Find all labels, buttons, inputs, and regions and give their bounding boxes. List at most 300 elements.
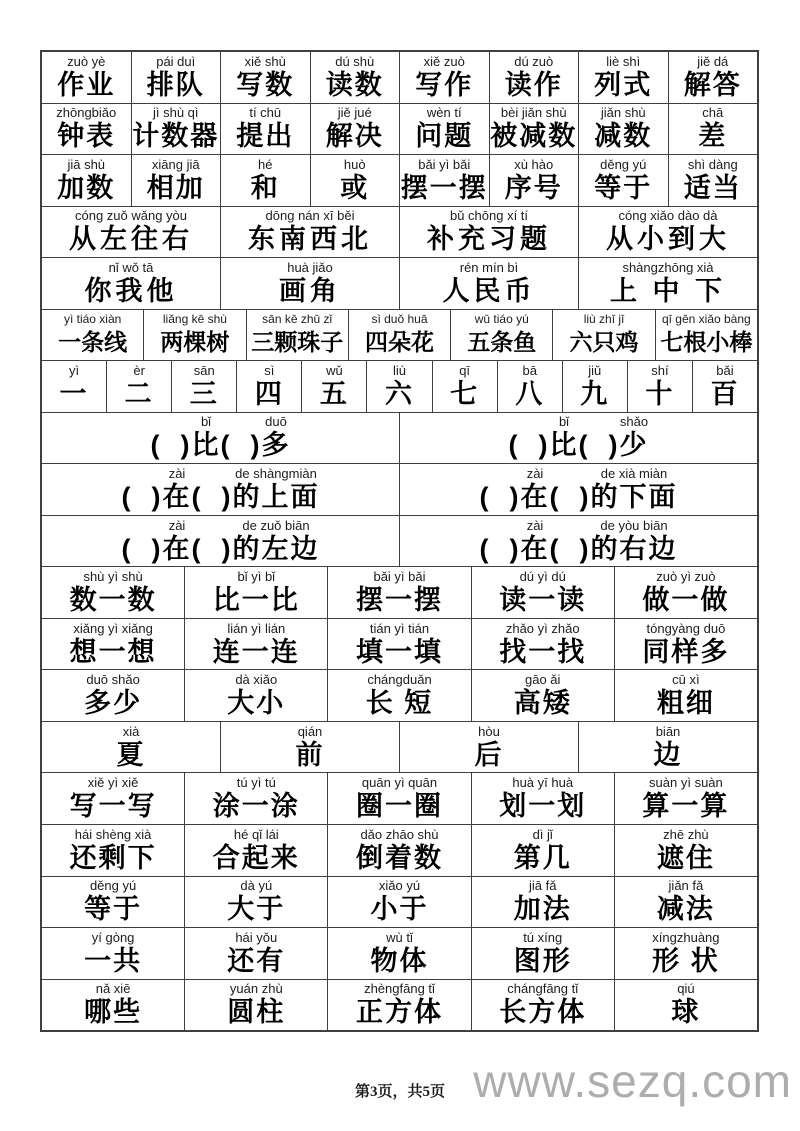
word-cell bbox=[42, 877, 184, 928]
word-cell bbox=[489, 104, 579, 155]
table-row bbox=[42, 154, 757, 206]
word-cell bbox=[42, 825, 184, 876]
word-part bbox=[514, 878, 572, 925]
word-part bbox=[550, 414, 579, 461]
hanzi-text: 读一读 bbox=[499, 585, 587, 616]
hanzi-text: 排队 bbox=[146, 69, 205, 100]
word-cell bbox=[42, 258, 220, 309]
word-part bbox=[163, 518, 192, 565]
word-part bbox=[326, 54, 384, 101]
hanzi-text: 适当 bbox=[683, 172, 742, 203]
hanzi-text: 百 bbox=[710, 378, 740, 409]
word-cell bbox=[42, 207, 220, 258]
hanzi-text: 图形 bbox=[513, 945, 572, 976]
word-part bbox=[192, 466, 233, 513]
word-cell bbox=[327, 980, 470, 1031]
pinyin-text: yì bbox=[68, 362, 80, 378]
word-part bbox=[610, 260, 726, 307]
word-part bbox=[213, 827, 300, 874]
word-part bbox=[499, 775, 586, 822]
hanzi-text: 上 中 下 bbox=[609, 275, 726, 306]
pinyin-text: wǔ tiáo yú bbox=[474, 312, 529, 327]
hanzi-text: 的右边 bbox=[590, 533, 678, 564]
word-part bbox=[84, 930, 142, 977]
hanzi-text: ( ) bbox=[121, 533, 163, 564]
word-part bbox=[443, 260, 536, 307]
word-part bbox=[160, 311, 229, 358]
pinyin-text: shí bbox=[651, 362, 669, 378]
pinyin-text: tí chū bbox=[249, 105, 282, 121]
hanzi-text: 摆一摆 bbox=[400, 172, 488, 203]
hanzi-text: 相加 bbox=[146, 172, 205, 203]
pinyin-text: èr bbox=[133, 362, 145, 378]
word-cell bbox=[471, 877, 614, 928]
word-cell bbox=[471, 567, 614, 618]
word-part bbox=[480, 518, 521, 565]
word-cell bbox=[42, 413, 399, 464]
hanzi-text: 在 bbox=[520, 482, 550, 513]
hanzi-text: 作业 bbox=[57, 69, 116, 100]
word-cell bbox=[614, 670, 757, 721]
pinyin-text: liǎng kē shù bbox=[162, 312, 227, 327]
word-part bbox=[371, 878, 429, 925]
word-part bbox=[645, 363, 674, 410]
word-cell bbox=[471, 825, 614, 876]
hanzi-text: 比 bbox=[191, 430, 221, 461]
word-cell bbox=[692, 361, 757, 412]
word-cell bbox=[655, 310, 757, 361]
hanzi-text: 摆一摆 bbox=[356, 585, 443, 616]
word-part bbox=[415, 54, 473, 101]
pinyin-text: lián yì lián bbox=[227, 620, 286, 636]
hanzi-text: 读数 bbox=[325, 69, 384, 100]
pinyin-text: dú shù bbox=[335, 53, 375, 69]
hanzi-text: 和 bbox=[250, 172, 280, 203]
pinyin-text: zhōngbiǎo bbox=[56, 105, 117, 121]
hanzi-text: 读作 bbox=[504, 69, 563, 100]
word-cell bbox=[578, 207, 757, 258]
hanzi-text: 列式 bbox=[594, 69, 653, 100]
word-cell bbox=[184, 619, 327, 670]
pinyin-text: jiā shù bbox=[67, 156, 106, 172]
hanzi-text: 划一划 bbox=[499, 791, 587, 822]
word-cell bbox=[614, 773, 757, 824]
word-cell bbox=[42, 516, 399, 567]
table-row bbox=[42, 257, 757, 309]
hanzi-text: 人民币 bbox=[442, 275, 536, 306]
word-cell bbox=[497, 361, 562, 412]
table-row bbox=[42, 103, 757, 155]
word-part bbox=[415, 105, 473, 152]
word-cell bbox=[42, 928, 184, 979]
word-cell bbox=[131, 104, 221, 155]
pinyin-text: jiǎn shù bbox=[600, 105, 646, 121]
word-cell bbox=[399, 207, 578, 258]
table-row bbox=[42, 206, 757, 258]
hanzi-text: ( ) bbox=[121, 482, 163, 513]
pinyin-text: jì shù qì bbox=[152, 105, 199, 121]
word-cell bbox=[471, 773, 614, 824]
word-cell bbox=[131, 52, 221, 103]
hanzi-text: 十 bbox=[645, 378, 675, 409]
pinyin-text: dà xiǎo bbox=[235, 672, 278, 688]
pinyin-text: qiú bbox=[677, 981, 695, 997]
hanzi-text: 圆柱 bbox=[227, 997, 286, 1028]
table-row bbox=[42, 927, 757, 979]
hanzi-text: 加法 bbox=[513, 894, 572, 925]
pinyin-text: bā bbox=[522, 362, 537, 378]
pinyin-text: sān bbox=[193, 362, 215, 378]
hanzi-text: 五 bbox=[319, 378, 349, 409]
pinyin-text: huà jiǎo bbox=[287, 259, 333, 275]
pinyin-text: shì dàng bbox=[687, 156, 738, 172]
word-cell bbox=[562, 361, 627, 412]
word-cell bbox=[471, 980, 614, 1031]
word-cell bbox=[450, 310, 552, 361]
word-cell bbox=[348, 310, 450, 361]
word-cell bbox=[42, 567, 184, 618]
table-row bbox=[42, 463, 757, 515]
word-cell bbox=[220, 104, 310, 155]
hanzi-text: 边 bbox=[653, 739, 683, 770]
hanzi-text: 涂一涂 bbox=[212, 791, 300, 822]
word-part bbox=[606, 208, 730, 255]
hanzi-text: 想一想 bbox=[69, 636, 157, 667]
pinyin-text: xiǎo yú bbox=[378, 878, 421, 894]
word-cell bbox=[184, 928, 327, 979]
word-cell bbox=[42, 980, 184, 1031]
hanzi-text: 画角 bbox=[279, 275, 341, 306]
word-cell bbox=[184, 773, 327, 824]
word-part bbox=[401, 157, 488, 204]
hanzi-text: 四 bbox=[254, 378, 284, 409]
hanzi-text: 写数 bbox=[236, 69, 295, 100]
table-row bbox=[42, 360, 757, 412]
word-part bbox=[227, 930, 285, 977]
word-part bbox=[594, 54, 652, 101]
table-row bbox=[42, 412, 757, 464]
hanzi-text: ( ) bbox=[191, 533, 233, 564]
word-part bbox=[594, 157, 652, 204]
hanzi-text: 等于 bbox=[84, 894, 143, 925]
word-cell bbox=[432, 361, 497, 412]
word-cell bbox=[184, 567, 327, 618]
pinyin-text: dì jǐ bbox=[532, 826, 553, 842]
word-cell bbox=[614, 567, 757, 618]
word-part bbox=[521, 518, 550, 565]
word-part bbox=[221, 414, 262, 461]
hanzi-text: 高矮 bbox=[513, 688, 572, 719]
hanzi-text: 六 bbox=[385, 378, 415, 409]
word-part bbox=[56, 105, 116, 152]
word-cell bbox=[489, 52, 579, 103]
word-cell bbox=[184, 825, 327, 876]
hanzi-text: 做一做 bbox=[642, 585, 730, 616]
pinyin-text: tóngyàng duō bbox=[646, 620, 726, 636]
word-cell bbox=[327, 567, 470, 618]
hanzi-text: ( ) bbox=[479, 533, 521, 564]
hanzi-text: 在 bbox=[162, 482, 192, 513]
word-part bbox=[652, 930, 720, 977]
word-cell bbox=[471, 619, 614, 670]
hanzi-text: 夏 bbox=[116, 739, 146, 770]
word-part bbox=[550, 466, 591, 513]
pinyin-text: tián yì tián bbox=[369, 620, 430, 636]
pinyin-text: hái shèng xià bbox=[74, 826, 152, 842]
word-part bbox=[147, 54, 205, 101]
hanzi-text: 第几 bbox=[513, 842, 572, 873]
pinyin-text: sì duǒ huā bbox=[371, 312, 428, 327]
hanzi-text: 算一算 bbox=[642, 791, 730, 822]
word-cell bbox=[471, 670, 614, 721]
pinyin-text: jiě dá bbox=[697, 53, 729, 69]
hanzi-text: 在 bbox=[162, 533, 192, 564]
hanzi-text: 三颗珠子 bbox=[251, 329, 344, 356]
hanzi-text: 钟表 bbox=[57, 121, 116, 152]
word-cell bbox=[399, 516, 757, 567]
hanzi-text: 或 bbox=[340, 172, 370, 203]
pinyin-text: hé bbox=[258, 156, 273, 172]
word-cell bbox=[399, 413, 757, 464]
pinyin-text: sān kē zhū zǐ bbox=[262, 312, 333, 327]
hanzi-text: 写作 bbox=[415, 69, 474, 100]
word-part bbox=[57, 157, 115, 204]
hanzi-text: 等于 bbox=[594, 172, 653, 203]
pinyin-text: zài bbox=[168, 466, 186, 482]
word-cell bbox=[614, 980, 757, 1031]
word-part bbox=[514, 672, 572, 719]
word-cell bbox=[236, 361, 301, 412]
hanzi-text: 七根小棒 bbox=[660, 329, 753, 356]
word-cell bbox=[42, 619, 184, 670]
word-part bbox=[122, 466, 163, 513]
word-cell bbox=[471, 928, 614, 979]
hanzi-text: 九 bbox=[580, 378, 610, 409]
word-cell bbox=[578, 258, 757, 309]
hanzi-text: 球 bbox=[671, 997, 701, 1028]
word-cell bbox=[327, 825, 470, 876]
pinyin-text: rén mín bì bbox=[459, 259, 519, 275]
hanzi-text: 序号 bbox=[504, 172, 563, 203]
pinyin-text: xù hào bbox=[514, 156, 554, 172]
word-cell bbox=[366, 361, 431, 412]
pinyin-text: tú xíng bbox=[523, 929, 563, 945]
word-table bbox=[40, 50, 759, 1032]
word-part bbox=[227, 981, 285, 1028]
pinyin-text: gāo ǎi bbox=[524, 672, 561, 688]
word-cell bbox=[310, 155, 400, 206]
word-cell bbox=[668, 104, 758, 155]
table-row bbox=[42, 515, 757, 567]
word-part bbox=[84, 878, 142, 925]
word-part bbox=[490, 105, 577, 152]
word-cell bbox=[42, 104, 131, 155]
hanzi-text: 还剩下 bbox=[69, 842, 157, 873]
word-part bbox=[450, 363, 479, 410]
page-number-label: 第3页，共5页 bbox=[354, 1084, 445, 1100]
word-part bbox=[550, 518, 591, 565]
hanzi-text: 解答 bbox=[683, 69, 742, 100]
word-cell bbox=[246, 310, 348, 361]
word-part bbox=[125, 363, 154, 410]
word-part bbox=[356, 775, 443, 822]
word-part bbox=[117, 724, 146, 771]
word-cell bbox=[310, 104, 400, 155]
word-part bbox=[320, 363, 349, 410]
pinyin-text: zhē zhù bbox=[663, 826, 709, 842]
word-part bbox=[236, 105, 294, 152]
word-cell bbox=[184, 670, 327, 721]
pinyin-text: nǎ xiē bbox=[95, 981, 131, 997]
word-part bbox=[255, 363, 284, 410]
word-cell bbox=[668, 52, 758, 103]
pinyin-text: hòu bbox=[478, 723, 500, 739]
word-part bbox=[84, 981, 142, 1028]
word-cell bbox=[578, 52, 668, 103]
pinyin-text: nǐ wǒ tā bbox=[108, 259, 154, 275]
hanzi-text: 计数器 bbox=[132, 121, 220, 152]
word-part bbox=[594, 105, 652, 152]
word-part bbox=[657, 672, 715, 719]
word-part bbox=[657, 878, 715, 925]
pinyin-text: de zuǒ biān bbox=[242, 517, 310, 533]
word-part bbox=[499, 569, 586, 616]
pinyin-text: qī bbox=[459, 362, 471, 378]
pinyin-text: dōng nán xī běi bbox=[265, 208, 355, 224]
word-part bbox=[213, 621, 300, 668]
pinyin-text: bèi jiǎn shù bbox=[500, 105, 567, 121]
word-part bbox=[356, 981, 443, 1028]
hanzi-text: ( ) bbox=[578, 430, 620, 461]
hanzi-text: 的左边 bbox=[232, 533, 320, 564]
word-cell bbox=[399, 104, 489, 155]
hanzi-text: 四朵花 bbox=[364, 329, 434, 356]
pinyin-text: liè shì bbox=[606, 53, 641, 69]
word-part bbox=[509, 414, 550, 461]
pinyin-text: zài bbox=[526, 517, 544, 533]
word-cell bbox=[42, 670, 184, 721]
pinyin-text: wǔ bbox=[326, 362, 343, 378]
pinyin-text: xiāng jiā bbox=[151, 156, 200, 172]
pinyin-text: sì bbox=[264, 362, 275, 378]
word-part bbox=[684, 157, 742, 204]
pinyin-text: yí gòng bbox=[91, 929, 135, 945]
hanzi-text: 七 bbox=[450, 378, 480, 409]
hanzi-text: 减数 bbox=[594, 121, 653, 152]
pinyin-text: biān bbox=[655, 723, 681, 739]
table-row bbox=[42, 566, 757, 618]
word-part bbox=[151, 414, 192, 461]
pinyin-text: zhǎo yì zhǎo bbox=[505, 620, 580, 636]
hanzi-text: 大小 bbox=[227, 688, 286, 719]
pinyin-text: zài bbox=[526, 466, 544, 482]
hanzi-text: 被减数 bbox=[490, 121, 578, 152]
pinyin-text: dǎo zhāo shù bbox=[360, 826, 439, 842]
word-part bbox=[70, 775, 157, 822]
word-part bbox=[671, 981, 700, 1028]
pinyin-text: de shàngmiàn bbox=[235, 466, 317, 482]
hanzi-text: 填一填 bbox=[356, 636, 443, 667]
word-part bbox=[356, 827, 443, 874]
hanzi-text: 问题 bbox=[415, 121, 474, 152]
word-part bbox=[642, 621, 729, 668]
pinyin-text: cū xì bbox=[672, 672, 700, 688]
pinyin-text: bǎi yì bǎi bbox=[373, 569, 426, 585]
table-row bbox=[42, 669, 757, 721]
hanzi-text: 连一连 bbox=[212, 636, 300, 667]
word-cell bbox=[42, 310, 143, 361]
word-part bbox=[684, 54, 742, 101]
hanzi-text: 多 bbox=[261, 430, 291, 461]
word-part bbox=[365, 311, 434, 358]
hanzi-text: ( ) bbox=[191, 482, 233, 513]
word-part bbox=[122, 518, 163, 565]
hanzi-text: ( ) bbox=[479, 482, 521, 513]
hanzi-text: 比 bbox=[549, 430, 579, 461]
word-cell bbox=[220, 155, 310, 206]
table-row bbox=[42, 721, 757, 773]
pinyin-text: xiě zuò bbox=[423, 53, 465, 69]
hanzi-text: 加数 bbox=[57, 172, 116, 203]
hanzi-text: 三 bbox=[189, 378, 219, 409]
word-part bbox=[514, 930, 572, 977]
hanzi-text: 少 bbox=[619, 430, 649, 461]
word-cell bbox=[614, 825, 757, 876]
hanzi-text: 倒着数 bbox=[356, 842, 443, 873]
hanzi-text: 哪些 bbox=[84, 997, 143, 1028]
pinyin-text: dà yú bbox=[240, 878, 273, 894]
pinyin-text: huà yī huà bbox=[512, 775, 574, 791]
hanzi-text: 长方体 bbox=[499, 997, 587, 1028]
pinyin-text: jiě jué bbox=[337, 105, 372, 121]
word-part bbox=[710, 363, 739, 410]
hanzi-text: ( ) bbox=[549, 533, 591, 564]
word-part bbox=[60, 363, 89, 410]
pinyin-text: cóng zuǒ wǎng yòu bbox=[74, 208, 188, 224]
pinyin-text: de xià miàn bbox=[600, 466, 668, 482]
word-part bbox=[660, 311, 752, 358]
word-cell bbox=[489, 155, 579, 206]
word-cell bbox=[220, 722, 399, 773]
pinyin-text: jiǎn fǎ bbox=[668, 878, 704, 894]
word-cell bbox=[184, 980, 327, 1031]
pinyin-text: děng yú bbox=[600, 156, 647, 172]
pinyin-text: bǎi bbox=[716, 362, 734, 378]
word-part bbox=[570, 311, 639, 358]
pinyin-text: zài bbox=[168, 517, 186, 533]
word-part bbox=[515, 363, 544, 410]
table-row bbox=[42, 309, 757, 361]
pinyin-text: jiǔ bbox=[588, 362, 602, 378]
pinyin-text: qián bbox=[297, 723, 323, 739]
pinyin-text: xiǎng yì xiǎng bbox=[73, 620, 153, 636]
pinyin-text: tú yì tú bbox=[236, 775, 276, 791]
word-cell bbox=[171, 361, 236, 412]
word-cell bbox=[42, 722, 220, 773]
hanzi-text: 多少 bbox=[84, 688, 143, 719]
pinyin-text: qī gēn xiǎo bàng bbox=[661, 312, 751, 327]
pinyin-text: xià bbox=[122, 723, 140, 739]
word-cell bbox=[143, 310, 245, 361]
table-row bbox=[42, 979, 757, 1031]
word-part bbox=[251, 157, 280, 204]
hanzi-text: 的下面 bbox=[590, 482, 678, 513]
word-part bbox=[85, 260, 178, 307]
hanzi-text: 差 bbox=[698, 121, 728, 152]
word-part bbox=[467, 311, 536, 358]
word-cell bbox=[327, 928, 470, 979]
pinyin-text: shǎo bbox=[619, 414, 649, 430]
